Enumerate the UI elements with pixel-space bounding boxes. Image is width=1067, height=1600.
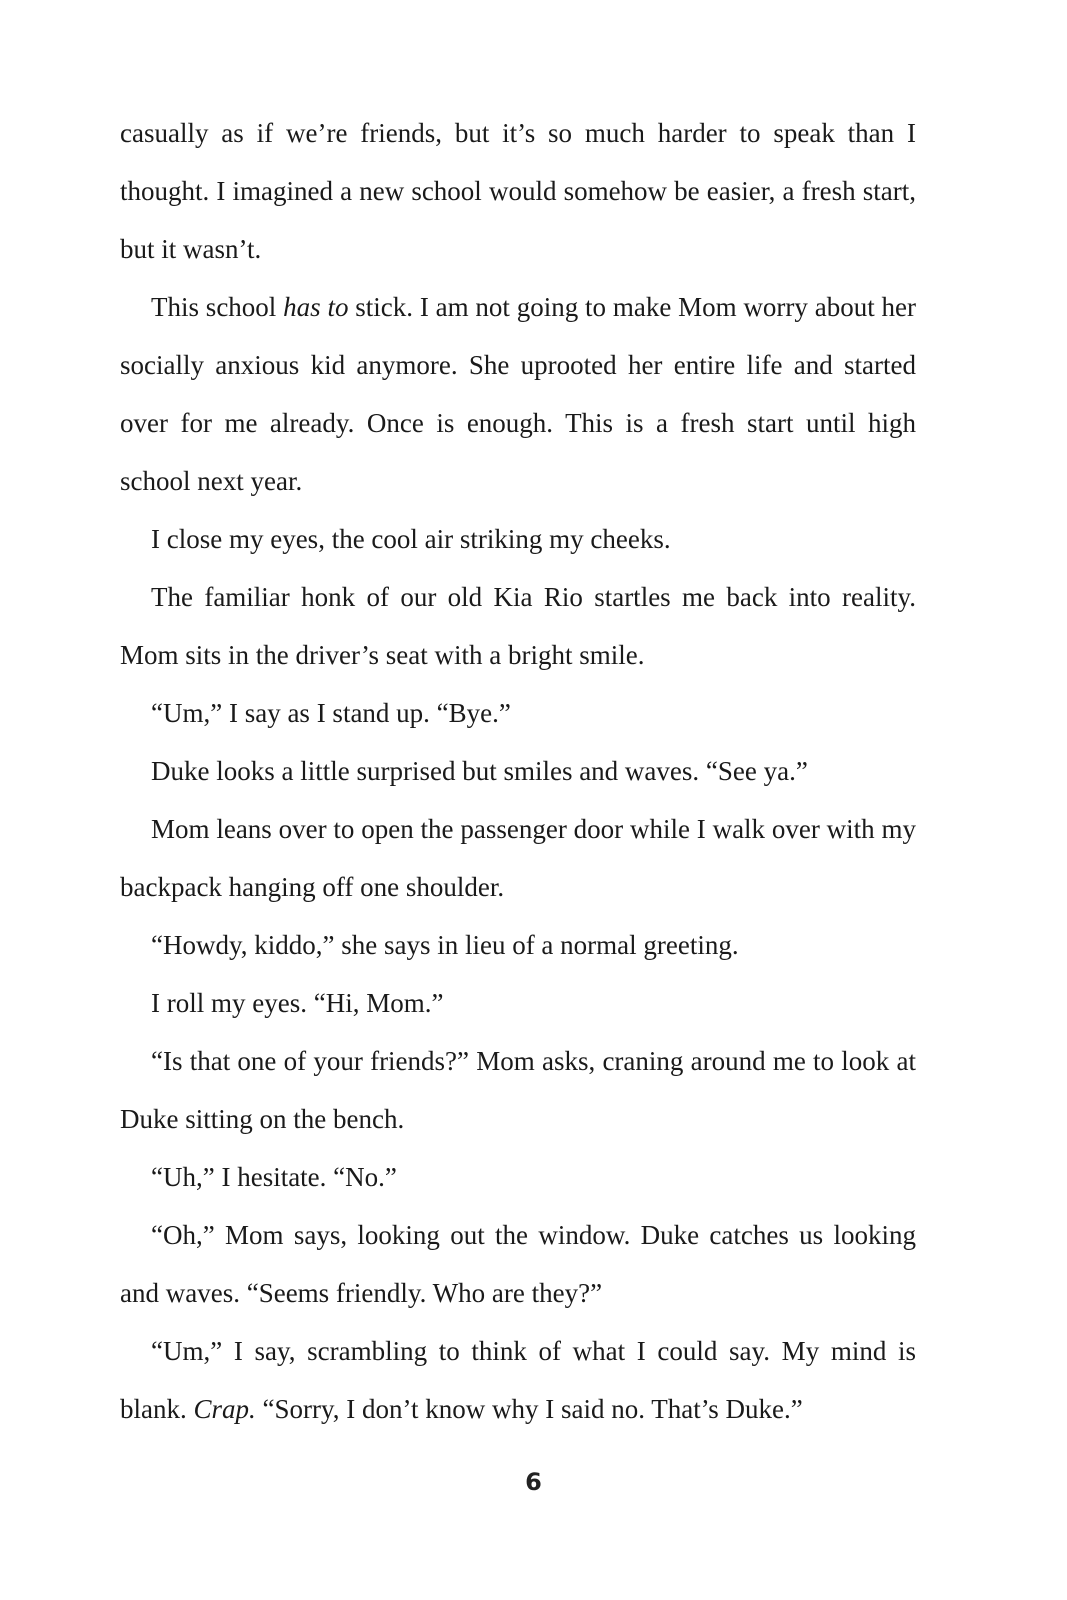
paragraph bbox=[120, 916, 916, 974]
paragraph-text: “Sorry, I don’t know why I said no. That’s Duke.” bbox=[255, 1394, 803, 1424]
paragraph-text: stick. I am not going to make Mom worry about her socially anxious kid anymore. She uprooted her entire life and started over for me already. Once is enough. This is a fresh start until high school next year. bbox=[120, 292, 916, 496]
paragraph bbox=[120, 1032, 916, 1148]
page-number: 6 bbox=[525, 1468, 542, 1496]
paragraph-text: “Um,” I say, scrambling to think of what I could say. My mind is blank. bbox=[120, 1336, 916, 1424]
paragraph-text: This school bbox=[151, 292, 284, 322]
paragraph-text: I close my eyes, the cool air striking my cheeks. bbox=[151, 524, 671, 554]
paragraph bbox=[120, 510, 916, 568]
paragraph-text: The familiar honk of our old Kia Rio startles me back into reality. Mom sits in the driver’s seat with a bright smile. bbox=[120, 582, 916, 670]
paragraph bbox=[120, 568, 916, 684]
paragraph-text: “Is that one of your friends?” Mom asks, craning around me to look at Duke sitting on the bench. bbox=[120, 1046, 916, 1134]
paragraph-text: “Howdy, kiddo,” she says in lieu of a normal greeting. bbox=[151, 930, 739, 960]
paragraph-text: I roll my eyes. “Hi, Mom.” bbox=[151, 988, 444, 1018]
paragraph-text: “Uh,” I hesitate. “No.” bbox=[151, 1162, 397, 1192]
paragraph-text: “Oh,” Mom says, looking out the window. Duke catches us looking and waves. “Seems friendly. Who are they?” bbox=[120, 1220, 916, 1308]
paragraph bbox=[120, 974, 916, 1032]
paragraph-text: “Um,” I say as I stand up. “Bye.” bbox=[151, 698, 511, 728]
paragraph bbox=[120, 800, 916, 916]
paragraph-text: Mom leans over to open the passenger door while I walk over with my backpack hanging off one shoulder. bbox=[120, 814, 916, 902]
paragraph bbox=[120, 278, 916, 510]
paragraph bbox=[120, 1322, 916, 1438]
italic-text: Crap. bbox=[193, 1394, 256, 1424]
paragraph bbox=[120, 104, 916, 278]
italic-text: has to bbox=[283, 292, 349, 322]
paragraph bbox=[120, 1148, 916, 1206]
body-text bbox=[120, 104, 916, 1438]
paragraph bbox=[120, 1206, 916, 1322]
paragraph bbox=[120, 684, 916, 742]
paragraph bbox=[120, 742, 916, 800]
paragraph-text: Duke looks a little surprised but smiles and waves. “See ya.” bbox=[151, 756, 808, 786]
paragraph-text: casually as if we’re friends, but it’s so much harder to speak than I thought. I imagined a new school would somehow be easier, a fresh start, but it wasn’t. bbox=[120, 118, 916, 264]
